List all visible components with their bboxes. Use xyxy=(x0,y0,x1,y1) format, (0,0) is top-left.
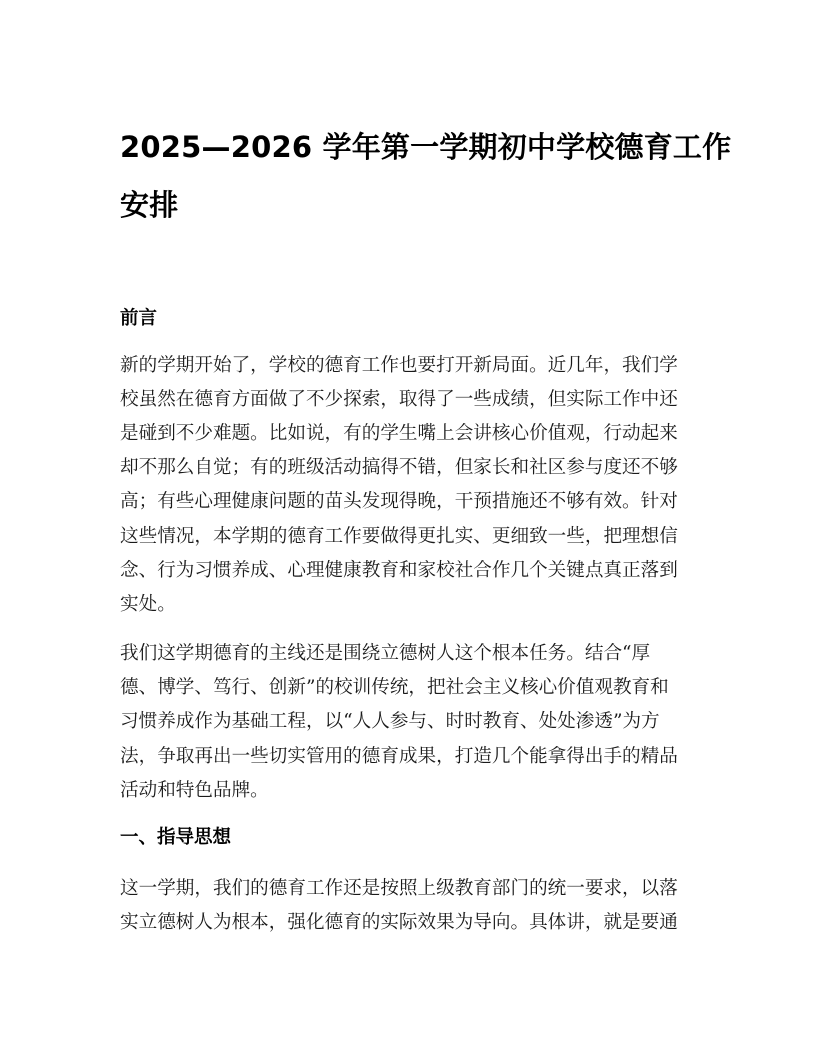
text-line: 德、博学、笃行、创新”的校训传统，把社会主义核心价值观教育和 xyxy=(120,677,669,698)
document-title-line-1: 2025—2026 学年第一学期初中学校德育工作 xyxy=(120,130,732,164)
text-line: 念、行为习惯养成、心理健康教育和家校社合作几个关键点真正落到 xyxy=(120,560,678,581)
text-line: 高；有些心理健康问题的苗头发现得晚，干预措施还不够有效。针对 xyxy=(120,491,678,512)
text-line: 习惯养成作为基础工程，以“人人参与、时时教育、处处渗透”为方 xyxy=(120,711,660,732)
text-line: 法，争取再出一些切实管用的德育成果，打造几个能拿得出手的精品 xyxy=(120,746,678,767)
text-line: 实处。 xyxy=(120,594,176,615)
section-heading-preface: 前言 xyxy=(120,308,158,329)
text-line: 实立德树人为根本，强化德育的实际效果为导向。具体讲，就是要通 xyxy=(120,912,678,933)
text-line: 却不那么自觉；有的班级活动搞得不错，但家长和社区参与度还不够 xyxy=(120,457,678,478)
text-line: 是碰到不少难题。比如说，有的学生嘴上会讲核心价值观，行动起来 xyxy=(120,423,678,444)
text-line: 新的学期开始了，学校的德育工作也要打开新局面。近几年，我们学 xyxy=(120,355,678,376)
text-line: 活动和特色品牌。 xyxy=(120,780,269,801)
text-line: 这些情况，本学期的德育工作要做得更扎实、更细致一些，把理想信 xyxy=(120,526,678,547)
text-line: 这一学期，我们的德育工作还是按照上级教育部门的统一要求，以落 xyxy=(120,878,678,899)
text-line: 校虽然在德育方面做了不少探索，取得了一些成绩，但实际工作中还 xyxy=(120,389,678,410)
section-heading-guiding-ideology: 一、指导思想 xyxy=(120,827,232,848)
document-title-line-2: 安排 xyxy=(120,188,179,222)
text-line: 我们这学期德育的主线还是围绕立德树人这个根本任务。结合“厚 xyxy=(120,643,651,664)
